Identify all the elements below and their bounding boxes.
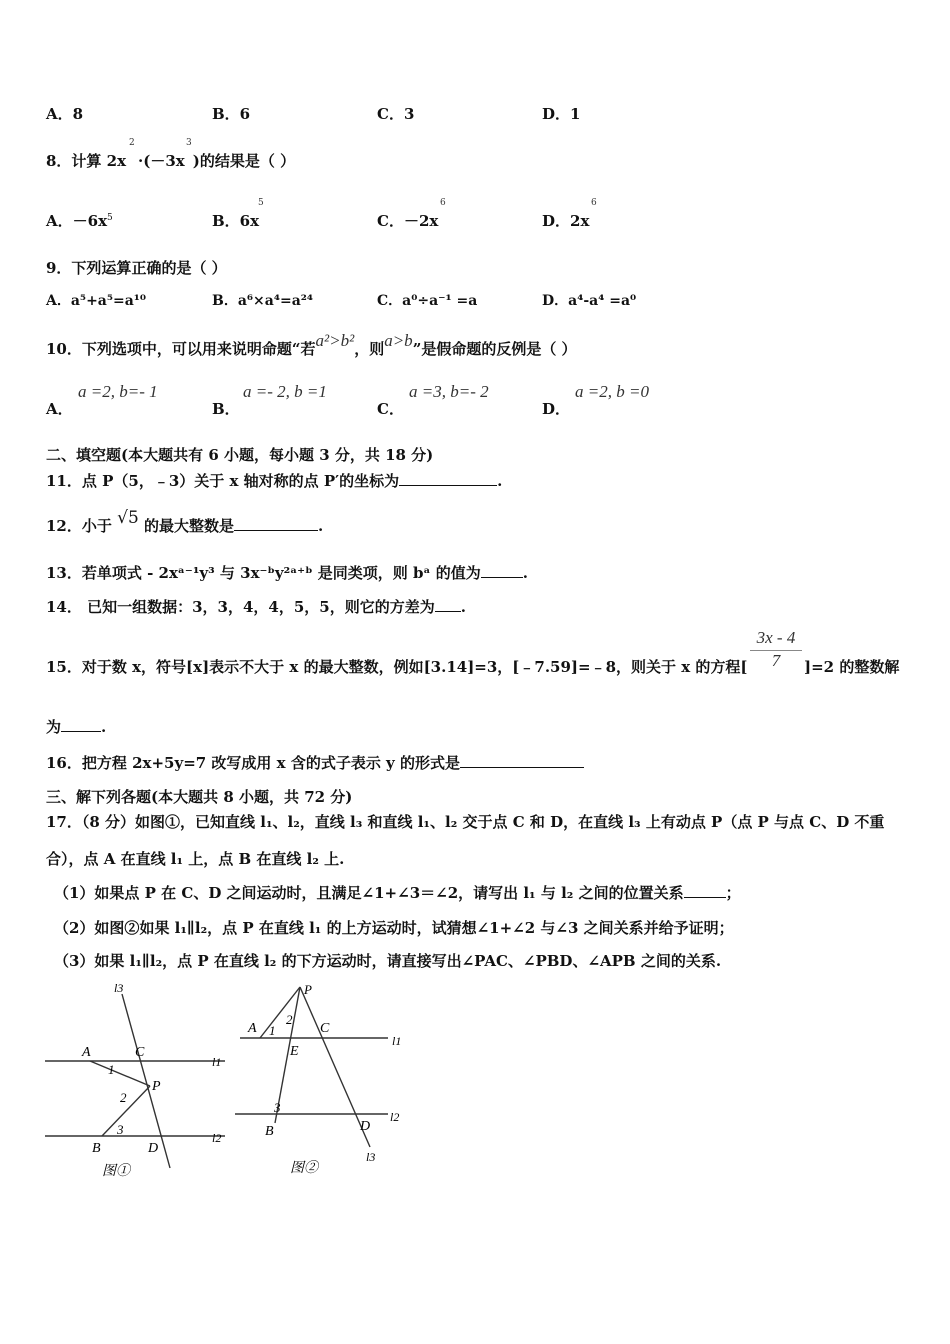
q8-option-c: C．－2x 6 [377, 198, 446, 230]
q10-option-a-label: A． [46, 400, 73, 418]
figure-1 [40, 980, 240, 1185]
q10-option-b-value: a =- 2, b =1 [243, 382, 327, 401]
fig1-label-p: P [152, 1079, 161, 1094]
sqrt5: √5 [117, 508, 139, 528]
q8-option-a: A．$-6x^5$ [46, 212, 113, 230]
fig2-caption: 图② [290, 1161, 318, 1176]
q10-option-c-label: C． [377, 400, 404, 418]
fig2-label-c: C [320, 1021, 330, 1036]
fig1-label-l2: l2 [212, 1131, 222, 1145]
q8-question: 8．计算 2x 2 ·(－3x 3 )的结果是（ ） [46, 138, 296, 170]
q15-tail: ]=2 的整数解 [804, 658, 900, 676]
q10-option-a-value: a =2, b=- 1 [78, 382, 158, 401]
fig1-label-l1: l1 [212, 1055, 222, 1069]
q9-question: 9．下列运算正确的是（ ） [46, 259, 227, 277]
q7-option-d: D．1 [542, 105, 581, 123]
q15-denominator: 7 [771, 651, 781, 670]
q15-numerator: 3x - 4 [756, 628, 796, 647]
q8-option-b: B．6x 5 [212, 198, 264, 230]
q13-answer-blank[interactable] [481, 563, 523, 578]
fig2-label-l1: l1 [392, 1034, 402, 1048]
q10-option-c-value: a =3, b=- 2 [409, 382, 489, 401]
q10-option-d-value: a =2, b =0 [575, 382, 649, 401]
q10-question: 10．下列选项中，可以用来说明命题“若a²>b²，则a>b”是假命题的反例是（ ） [46, 331, 577, 358]
q12-answer-blank[interactable] [234, 516, 318, 531]
q10-option-b-label: B． [212, 400, 240, 418]
q7-option-a: A．8 [46, 105, 84, 123]
fig2-label-l2: l2 [390, 1110, 400, 1124]
q14-answer-blank[interactable] [435, 597, 461, 612]
fig2-label-d: D [360, 1119, 371, 1134]
q17-part1-blank[interactable] [684, 883, 726, 898]
fig1-label-angle2: 2 [120, 1090, 127, 1105]
fig1-caption: 图① [102, 1164, 130, 1179]
q9-option-b: B．a⁶×a⁴=a²⁴ [212, 293, 314, 309]
q15-fraction [750, 628, 802, 671]
fig1-label-a: A [82, 1045, 91, 1060]
q15-question: 15．对于数 x，符号[x]表示不大于 x 的最大整数，例如[3.14]=3，[﹣7.59]=﹣8，则关于 x 的方程[ [46, 658, 748, 676]
q13-question: 13．若单项式 - 2xᵃ⁻¹y³ 与 3x⁻ᵇy²ᵃ⁺ᵇ 是同类项，则 bᵃ 的值为 . [46, 564, 528, 582]
fig2-label-a: A [248, 1021, 257, 1036]
fig1-label-l3: l3 [114, 981, 124, 995]
section-3-heading: 三、解下列各题(本大题共 8 小题，共 72 分) [46, 788, 353, 806]
q9-option-c: C．a⁰÷a⁻¹ =a [377, 293, 478, 309]
section-2-heading: 二、填空题(本大题共有 6 小题，每小题 3 分，共 18 分) [46, 446, 434, 464]
fig2-label-angle3: 3 [274, 1100, 281, 1115]
fig2-label-b: B [265, 1124, 274, 1139]
q10-option-d-label: D． [542, 400, 571, 418]
q15-answer-blank[interactable] [61, 717, 101, 732]
fig2-label-e: E [290, 1044, 299, 1059]
fig2-segment-pa [260, 987, 300, 1038]
fig2-label-p: P [304, 982, 312, 997]
q16-answer-blank[interactable] [460, 753, 584, 768]
fig2-label-l3: l3 [366, 1150, 376, 1164]
q9-option-d: D．a⁴-a⁴ =a⁰ [542, 293, 637, 309]
q7-option-b: B．6 [212, 105, 251, 123]
fig2-label-angle1: 1 [269, 1023, 276, 1038]
fig1-label-angle3: 3 [117, 1122, 124, 1137]
q17-line2: 合），点 A 在直线 l₁ 上，点 B 在直线 l₂ 上. [46, 850, 345, 868]
q7-option-c: C．3 [377, 105, 415, 123]
q11-question: 11．点 P（5，﹣3）关于 x 轴对称的点 P′的坐标为 . [46, 472, 503, 490]
q15-line2: 为 . [46, 718, 107, 736]
q8-option-d: D．2x 6 [542, 198, 597, 230]
q9-option-a: A．a⁵+a⁵=a¹⁰ [46, 293, 147, 309]
fig1-label-d: D [148, 1141, 159, 1156]
fig2-label-angle2: 2 [286, 1012, 293, 1027]
fig1-line-l3 [122, 994, 170, 1168]
q16-question: 16．把方程 2x+5y=7 改写成用 x 含的式子表示 y 的形式是 [46, 752, 584, 773]
fig1-label-b: B [92, 1141, 101, 1156]
q11-answer-blank[interactable] [399, 471, 497, 486]
q17-part3: （3）如果 l₁∥l₂，点 P 在直线 l₂ 的下方运动时，请直接写出∠PAC、∠PBD、∠APB 之间的关系. [54, 952, 722, 970]
q12-question: 12．小于 √5 的最大整数是 . [46, 508, 324, 535]
q17-part1: （1）如果点 P 在 C、D 之间运动时，且满足∠1+∠3＝∠2，请写出 l₁ 与 l₂ 之间的位置关系 ； [54, 884, 741, 902]
q14-question: 14． 已知一组数据：3，3，4，4，5，5，则它的方差为 . [46, 598, 466, 616]
fig1-label-c: C [135, 1045, 145, 1060]
q17-part2: （2）如图②如果 l₁∥l₂，点 P 在直线 l₁ 的上方运动时，试猜想∠1+∠2 与∠3 之间关系并给予证明； [54, 919, 734, 937]
fig1-label-angle1: 1 [108, 1062, 115, 1077]
q17-line1: 17．（8 分）如图①，已知直线 l₁、l₂，直线 l₃ 和直线 l₁、l₂ 交于点 C 和 D，在直线 l₃ 上有动点 P（点 P 与点 C、D 不重 [46, 813, 885, 831]
figure-2 [230, 975, 415, 1180]
